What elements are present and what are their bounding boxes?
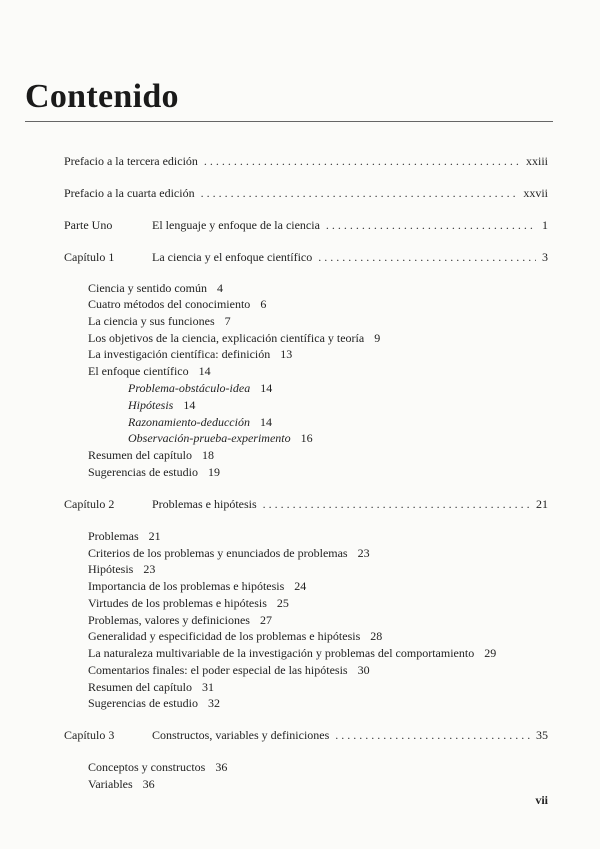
toc-entry-label: Prefacio a la tercera edición xyxy=(64,154,198,168)
toc-subentry[interactable] xyxy=(88,447,214,463)
toc-subentry[interactable] xyxy=(88,776,155,792)
toc-subentry[interactable] xyxy=(88,528,161,544)
subentry-page: 31 xyxy=(201,680,214,694)
toc-entry-title: El lenguaje y enfoque de la ciencia xyxy=(152,218,320,232)
subentry-page: 21 xyxy=(148,529,161,543)
toc-subsubentry[interactable] xyxy=(128,380,272,396)
subentry-text: Problemas xyxy=(88,529,139,543)
subentry-page: 16 xyxy=(300,431,313,445)
toc-subsubentry[interactable] xyxy=(128,414,272,430)
toc-subentry[interactable] xyxy=(88,695,220,711)
subentry-text: La naturaleza multivariable de la investigación y problemas del comportamiento xyxy=(88,646,475,660)
toc-subentry[interactable] xyxy=(88,628,382,644)
subentry-page: 13 xyxy=(280,347,293,361)
toc-entry-page: 1 xyxy=(542,218,548,232)
toc-entry-title: La ciencia y el enfoque científico xyxy=(152,250,313,264)
subentry-page: 18 xyxy=(201,448,214,462)
subentry-text: Sugerencias de estudio xyxy=(88,696,198,710)
toc-subentry[interactable] xyxy=(88,464,220,480)
subentry-page: 29 xyxy=(484,646,497,660)
subentry-page: 27 xyxy=(259,613,272,627)
toc-entry-prefacio-tercera[interactable] xyxy=(64,154,548,170)
subentry-page: 14 xyxy=(183,398,196,412)
toc-subentry[interactable] xyxy=(88,662,370,678)
subentry-page: 28 xyxy=(370,629,383,643)
toc-subentry[interactable] xyxy=(88,346,292,362)
subentry-text: Sugerencias de estudio xyxy=(88,465,198,479)
subentry-text: Comentarios finales: el poder especial de las hipótesis xyxy=(88,663,348,677)
subentry-text: Problemas, valores y definiciones xyxy=(88,613,250,627)
toc-entry-title: Problemas e hipótesis xyxy=(152,497,257,511)
toc-subentry[interactable] xyxy=(88,679,214,695)
subentry-page: 24 xyxy=(294,579,307,593)
subentry-text: Observación-prueba-experimento xyxy=(128,431,291,445)
subentry-text: Conceptos y constructos xyxy=(88,760,206,774)
subentry-page: 36 xyxy=(215,760,228,774)
toc-subentry[interactable] xyxy=(88,330,380,346)
subentry-page: 6 xyxy=(260,297,267,311)
toc-subsubentry[interactable] xyxy=(128,397,195,413)
subentry-text: Problema-obstáculo-idea xyxy=(128,381,251,395)
dot-leader xyxy=(201,186,518,201)
toc-entry-page: 3 xyxy=(542,250,548,264)
toc-subsubentry[interactable] xyxy=(128,430,313,446)
toc-entry-parte-uno[interactable] xyxy=(64,218,548,234)
toc-subentry[interactable] xyxy=(88,296,266,312)
toc-entry-page: 35 xyxy=(536,728,548,742)
subentry-page: 36 xyxy=(142,777,155,791)
subentry-page: 25 xyxy=(276,596,289,610)
dot-leader xyxy=(263,497,530,512)
toc-entry-label: Capítulo 3 xyxy=(64,728,115,742)
subentry-text: La ciencia y sus funciones xyxy=(88,314,215,328)
subentry-page: 32 xyxy=(207,696,220,710)
toc-entry-label: Capítulo 2 xyxy=(64,497,115,511)
dot-leader xyxy=(326,218,536,233)
subentry-text: La investigación científica: definición xyxy=(88,347,271,361)
toc-entry-page: 21 xyxy=(536,497,548,511)
subentry-page: 4 xyxy=(216,281,223,295)
subentry-text: Generalidad y especificidad de los problemas e hipótesis xyxy=(88,629,361,643)
toc-subentry[interactable] xyxy=(88,363,211,379)
toc-subentry[interactable] xyxy=(88,759,227,775)
subentry-text: Ciencia y sentido común xyxy=(88,281,207,295)
subentry-text: Resumen del capítulo xyxy=(88,680,192,694)
subentry-text: Resumen del capítulo xyxy=(88,448,192,462)
toc-entry-capitulo-3[interactable] xyxy=(64,728,548,744)
subentry-text: Criterios de los problemas y enunciados de problemas xyxy=(88,546,348,560)
subentry-text: El enfoque científico xyxy=(88,364,189,378)
toc-entry-label: Parte Uno xyxy=(64,218,113,232)
toc-entry-label: Capítulo 1 xyxy=(64,250,115,264)
subentry-text: Variables xyxy=(88,777,133,791)
subentry-page: 30 xyxy=(357,663,370,677)
toc-subentry[interactable] xyxy=(88,645,496,661)
subentry-text: Hipótesis xyxy=(128,398,174,412)
dot-leader xyxy=(335,728,530,743)
toc-entry-label: Prefacio a la cuarta edición xyxy=(64,186,195,200)
subentry-page: 23 xyxy=(143,562,156,576)
page-number: vii xyxy=(535,793,548,807)
subentry-page: 9 xyxy=(374,331,381,345)
title-rule xyxy=(25,121,553,122)
toc-subentry[interactable] xyxy=(88,313,231,329)
subentry-page: 23 xyxy=(357,546,370,560)
subentry-page: 14 xyxy=(198,364,211,378)
subentry-page: 19 xyxy=(207,465,220,479)
subentry-text: Los objetivos de la ciencia, explicación científica y teoría xyxy=(88,331,365,345)
toc-entry-page: xxvii xyxy=(523,186,548,200)
toc-entry-title: Constructos, variables y definiciones xyxy=(152,728,330,742)
toc-entry-page: xxiii xyxy=(525,154,548,168)
toc-entry-capitulo-1[interactable] xyxy=(64,250,548,266)
toc-subentry[interactable] xyxy=(88,280,223,296)
toc-entry-prefacio-cuarta[interactable] xyxy=(64,186,548,202)
subentry-text: Importancia de los problemas e hipótesis xyxy=(88,579,285,593)
subentry-text: Cuatro métodos del conocimiento xyxy=(88,297,251,311)
subentry-page: 7 xyxy=(224,314,231,328)
subentry-text: Razonamiento-deducción xyxy=(128,415,250,429)
subentry-text: Virtudes de los problemas e hipótesis xyxy=(88,596,267,610)
page-title: Contenido xyxy=(25,78,179,115)
toc-entry-capitulo-2[interactable] xyxy=(64,497,548,513)
dot-leader xyxy=(204,154,520,169)
subentry-page: 14 xyxy=(260,381,273,395)
toc-subentry[interactable] xyxy=(88,612,272,628)
subentry-page: 14 xyxy=(259,415,272,429)
subentry-text: Hipótesis xyxy=(88,562,134,576)
toc-subentry[interactable] xyxy=(88,595,289,611)
toc-subentry[interactable] xyxy=(88,545,370,561)
toc-subentry[interactable] xyxy=(88,578,306,594)
dot-leader xyxy=(318,250,536,265)
toc-subentry[interactable] xyxy=(88,561,155,577)
